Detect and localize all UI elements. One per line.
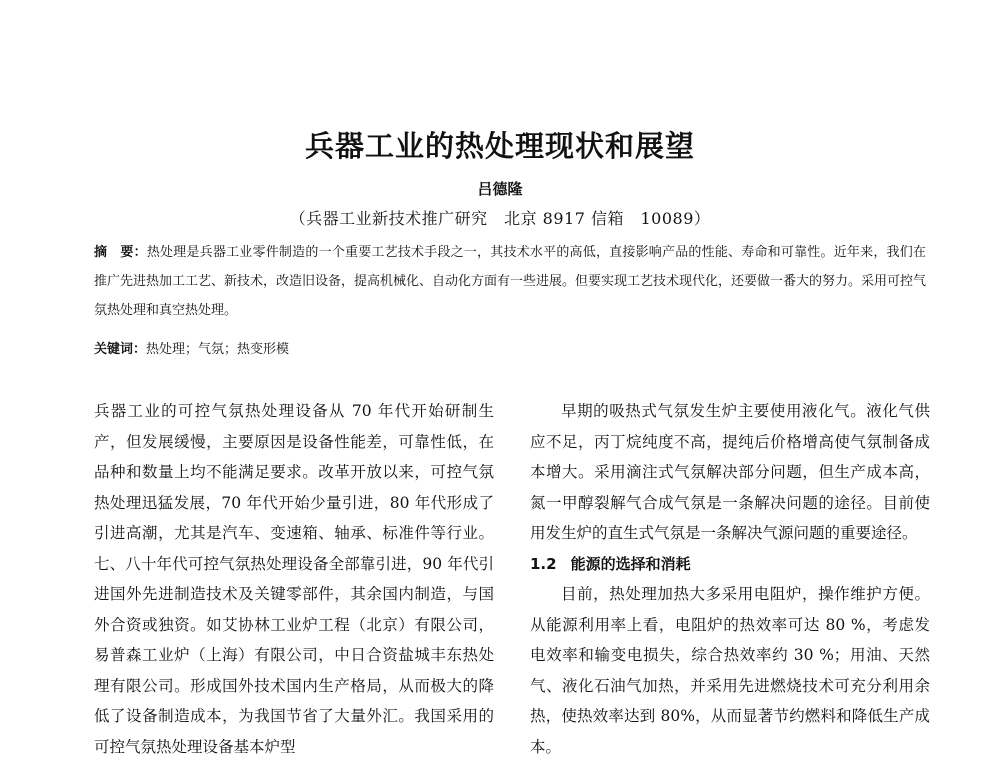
- right-column: [530, 396, 930, 762]
- keywords: [94, 338, 926, 362]
- right-column-paragraph-2: 目前，热处理加热大多采用电阻炉，操作维护方便。从能源利用率上看，电阻炉的热效率可达 80 %，考虑发电效率和输变电损失，综合热效率约 30 %；用油、天然气、液化石油气加热，并采用先进燃烧技术可充分利用余热，使热效率达到 80%，从而显著节约燃料和降低生产成本。: [530, 585, 930, 756]
- right-column-paragraph-1: 早期的吸热式气氛发生炉主要使用液化气。液化气供应不足，丙丁烷纯度不高，提纯后价格增高使气氛制备成本增大。采用滴注式气氛解决部分问题，但生产成本高，氮一甲醇裂解气合成气氛是一条解决问题的途径。目前使用发生炉的直生式气氛是一条解决气源问题的重要途径。: [530, 402, 930, 542]
- abstract: [94, 238, 926, 325]
- keywords-text: 热处理；气氛；热变形模: [146, 342, 290, 357]
- keywords-label: 关键词：: [94, 342, 147, 357]
- author-affiliation: （兵器工业新技术推广研究 北京 8917 信箱 10089）: [289, 209, 711, 228]
- section-number: 1.2: [530, 554, 557, 573]
- left-column: [94, 396, 494, 762]
- paper-title: 兵器工业的热处理现状和展望: [304, 129, 695, 163]
- abstract-text: 热处理是兵器工业零件制造的一个重要工艺技术手段之一，其技术水平的高低，直接影响产品的性能、寿命和可靠性。近年来，我们在推广先进热加工工艺、新技术，改造旧设备，提高机械化、自动化方面有一些进展。但要实现工艺技术现代化，还要做一番大的努力。采用可控气氛热处理和真空热处理。: [94, 245, 927, 318]
- author-name: 吕德隆: [477, 180, 523, 198]
- abstract-label: 摘 要：: [94, 245, 147, 260]
- section-heading: [530, 549, 930, 580]
- left-column-paragraph: 兵器工业的可控气氛热处理设备从 70 年代开始研制生产，但发展缓慢，主要原因是设备性能差，可靠性低，在品种和数量上均不能满足要求。改革开放以来，可控气氛热处理迅猛发展，70 年代开始少量引进，80 年代形成了引进高潮，尤其是汽车、变速箱、轴承、标准件等行业。七、八十年代可控气氛热处理设备全部靠引进，90 年代引进国外先进制造技术及关键零部件，其余国内制造，与国外合资或独资。如艾协林工业炉工程（北京）有限公司，易普森工业炉（上海）有限公司，中日合资盐城丰东热处理有限公司。形成国外技术国内生产格局，从而极大的降低了设备制造成本，为我国节省了大量外汇。我国采用的可控气氛热处理设备基本炉型: [94, 402, 494, 756]
- section-title: 能源的选择和消耗: [570, 554, 691, 573]
